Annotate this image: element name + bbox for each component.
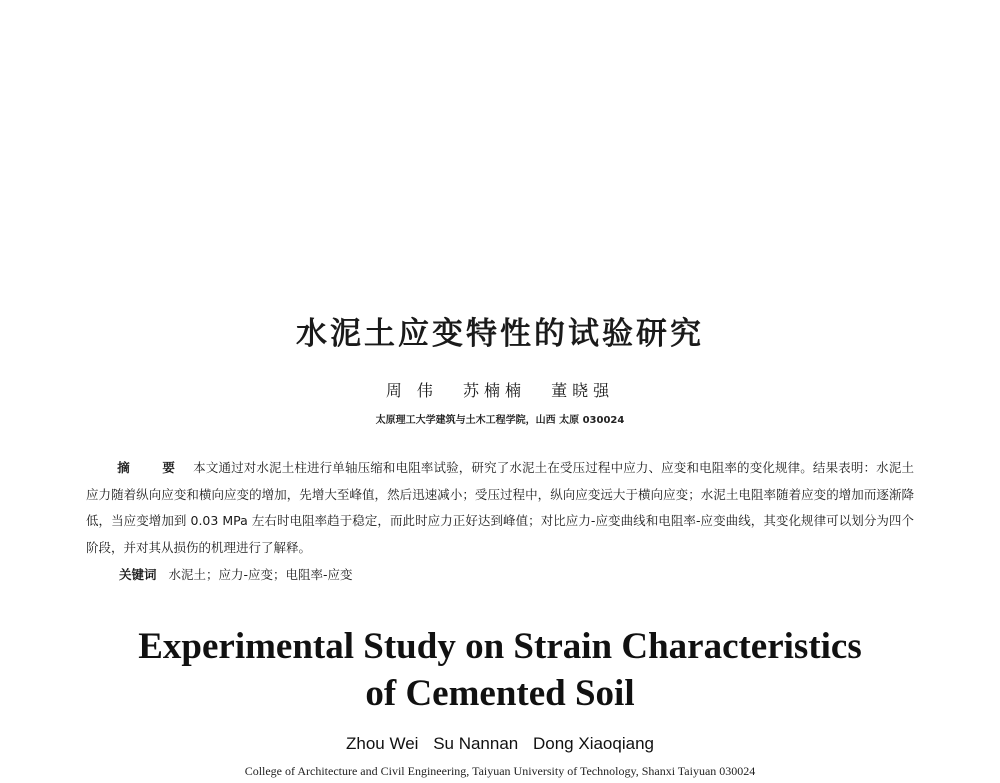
author-name: Dong Xiaoqiang: [533, 734, 654, 753]
author-list-english: [0, 734, 1000, 754]
author-list-chinese: [0, 378, 1000, 401]
abstract-text: 本文通过对水泥土柱进行单轴压缩和电阻率试验，研究了水泥土在受压过程中应力、应变和电阻率的变化规律。结果表明：水泥土应力随着纵向应变和横向应变的增加，先增大至峰值，然后迅速减小；受压过程中，纵向应变远大于横向应变；水泥土电阻率随着应变的增加而逐渐降低，当应变增加到 0.03 MPa 左右时电阻率趋于稳定，而此时应力正好达到峰值；对比应力-应变曲线和电阻率-应变曲线，其变化规律可以划分为四个阶段，并对其从损伤的机理进行了解释。: [86, 460, 914, 555]
author-name: 苏楠楠: [463, 381, 527, 400]
abstract-label: 摘 要: [117, 460, 190, 475]
paper-title-english: [0, 623, 1000, 717]
keywords-text: 水泥土；应力-应变；电阻率-应变: [168, 567, 353, 582]
author-name: Su Nannan: [433, 734, 519, 753]
author-name: Zhou Wei: [346, 734, 419, 753]
keywords-line: [119, 565, 353, 583]
title-line: of Cemented Soil: [365, 673, 635, 714]
paper-title-chinese: 水泥土应变特性的试验研究: [296, 316, 704, 352]
author-name: 董晓强: [551, 381, 615, 400]
abstract-paragraph: [86, 455, 914, 561]
affiliation-chinese: 太原理工大学建筑与土木工程学院，山西 太原 030024: [375, 415, 625, 426]
affiliation-english: College of Architecture and Civil Engineering, Taiyuan University of Technology, Shanxi Taiyuan 030024: [244, 764, 756, 778]
author-name: 周 伟: [385, 381, 438, 400]
keywords-label: 关键词: [119, 567, 157, 582]
title-line: Experimental Study on Strain Characteristics: [138, 626, 862, 667]
